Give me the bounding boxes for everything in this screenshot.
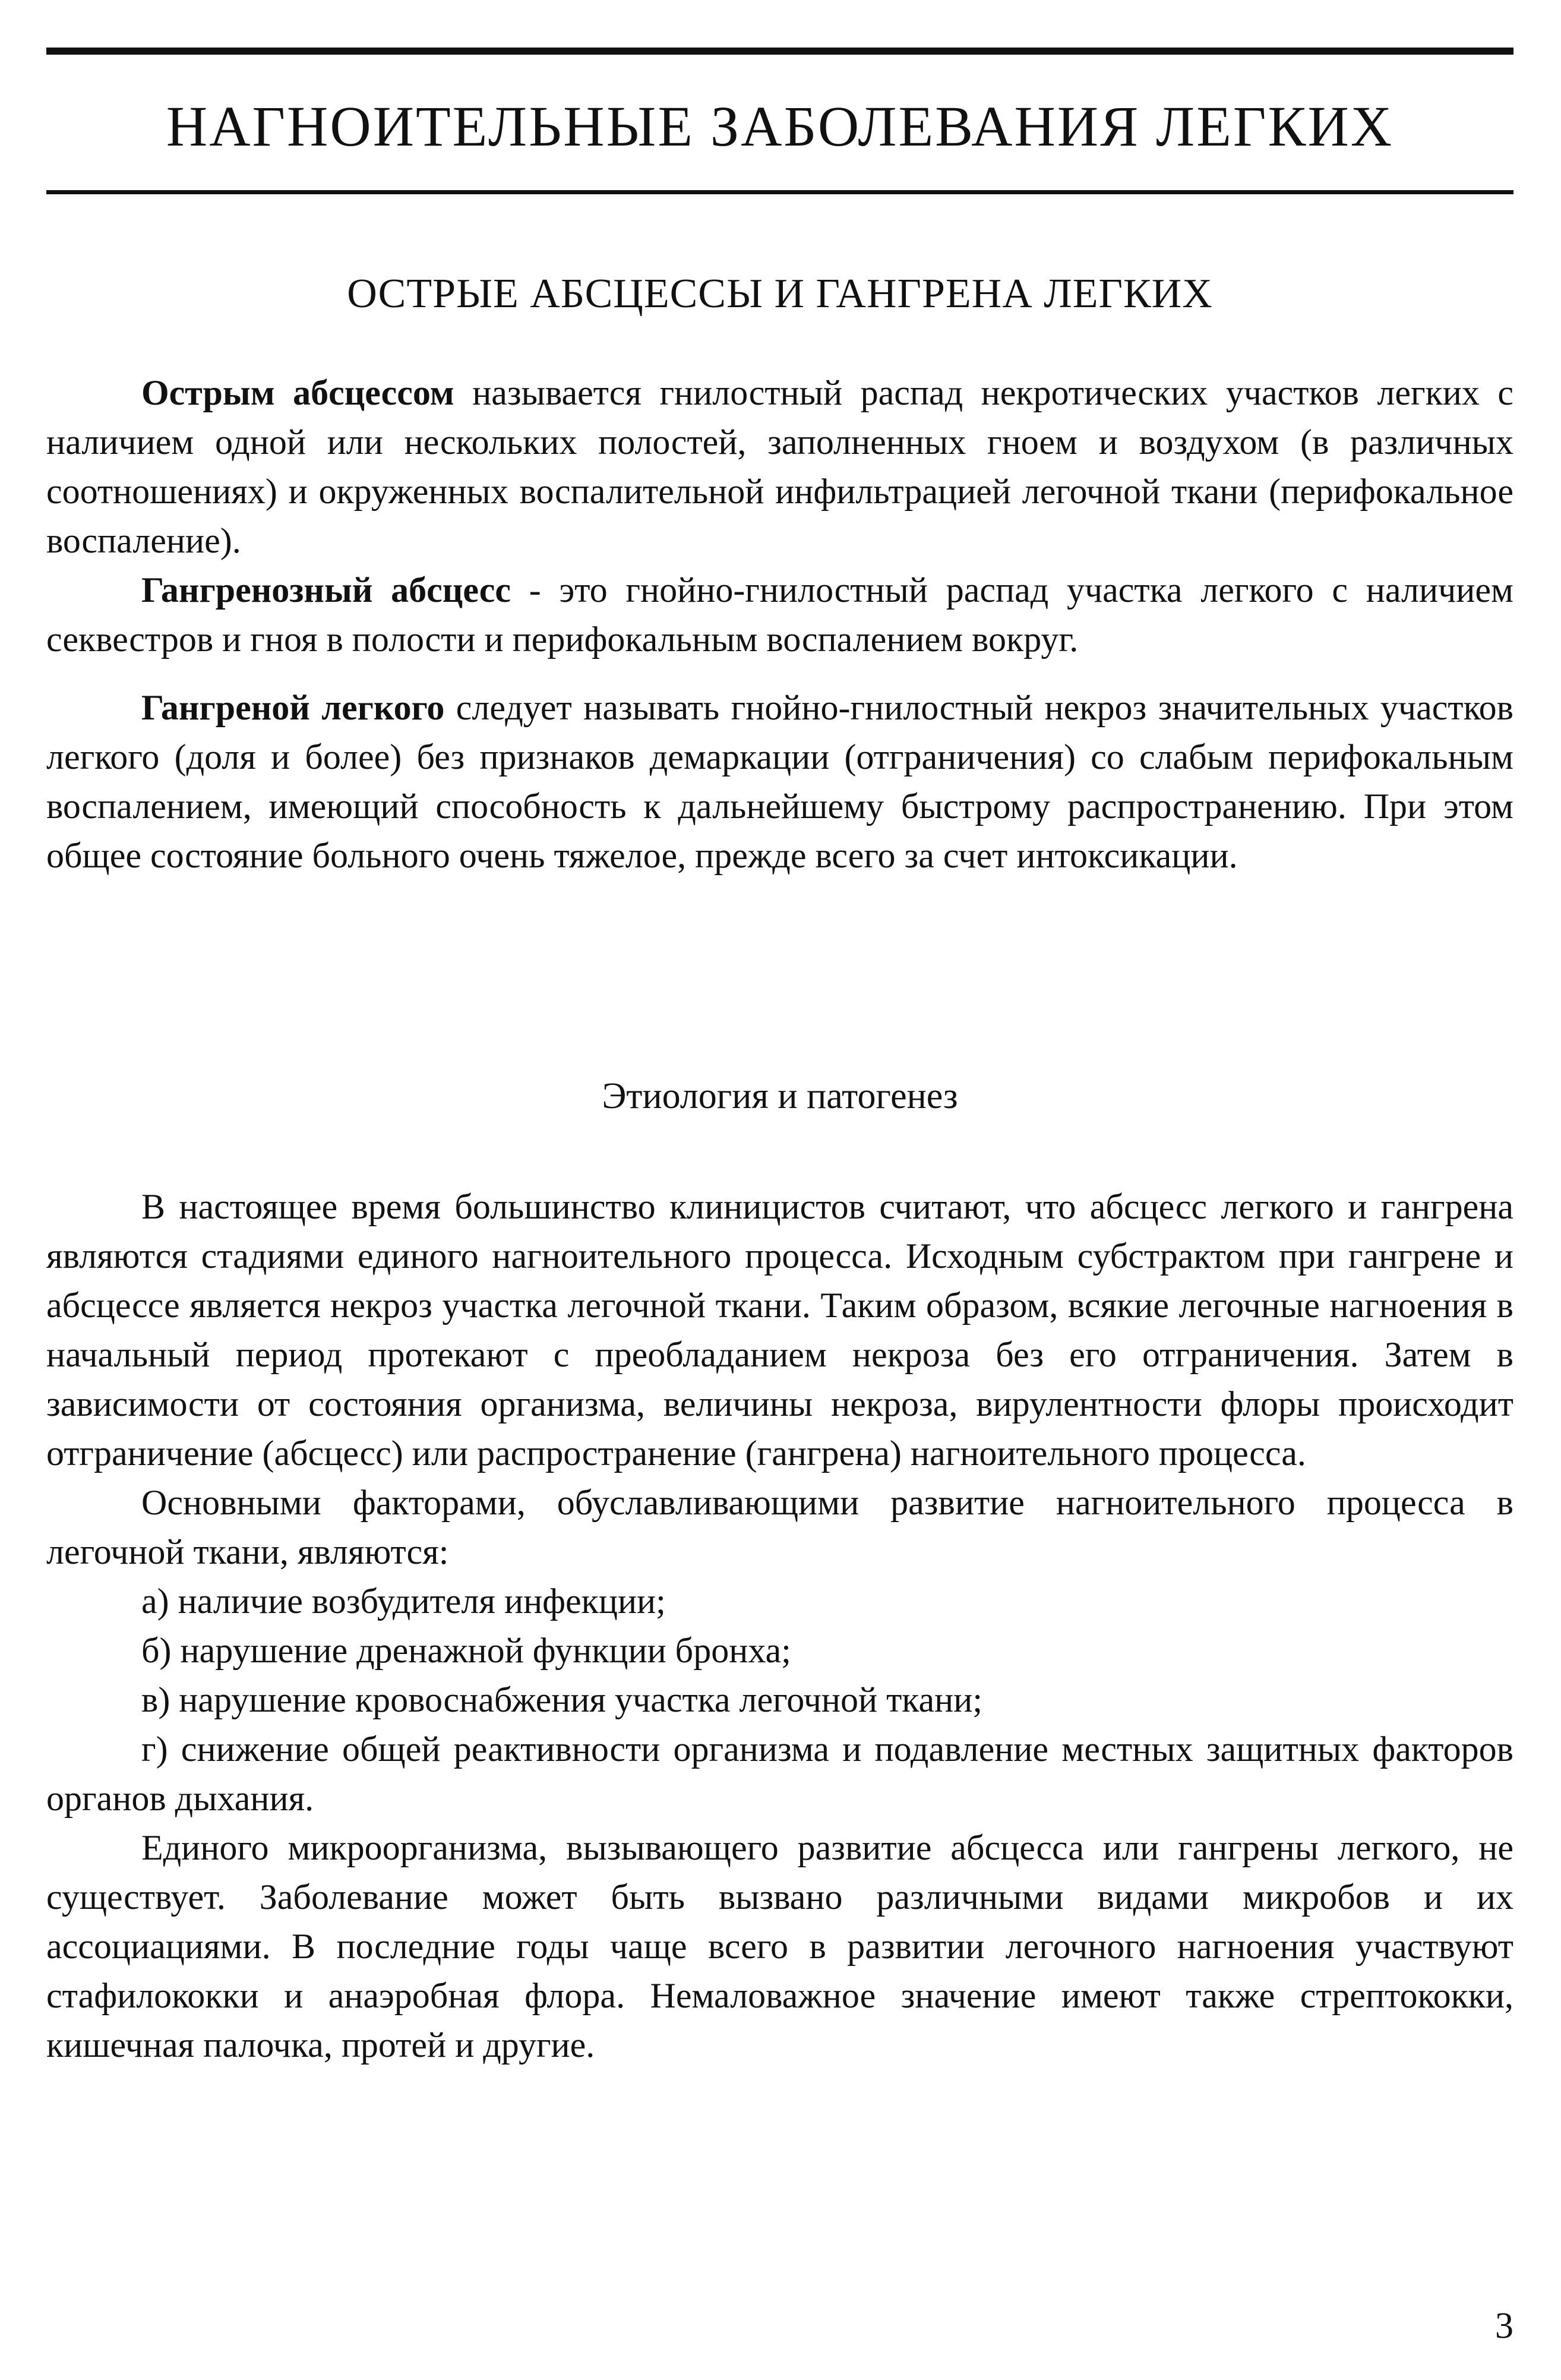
factor-item: б) нарушение дренажной функции бронха; xyxy=(141,1631,791,1670)
subsection-title: Этиология и патогенез xyxy=(602,1076,958,1116)
definition-term: Гангренозный абсцесс xyxy=(141,570,511,610)
factor-item: в) нарушение кровоснабжения участка легочной ткани; xyxy=(141,1680,983,1719)
microbes-paragraph: Единого микроорганизма, вызывающего развитие абсцесса или гангрены легкого, не существует. Заболевание может быть вызвано различными видами микробов и их ассоциациями. В последние годы чаще всего в развитии легочного нагноения участвуют стафилококки и анаэробная флора. Немаловажное значение имеют также стрептококки, кишечная палочка, протей и другие. xyxy=(46,1828,1513,2065)
etiology-paragraph: В настоящее время большинство клиницистов считают, что абсцесс легкого и гангрена являются стадиями единого нагноительного процесса. Исходным субстрактом при гангрене и абсцессе является некроз участка легочной ткани. Таким образом, всякие легочные нагноения в начальный период протекают с преобладанием некроза без его отграничения. Затем в зависимости от состояния организма, величины некроза, вирулентности флоры происходит отграничение (абсцесс) или распространение (гангрена) нагноительного процесса. xyxy=(46,1187,1513,1473)
definition-paragraph xyxy=(46,368,1513,566)
chapter-underline xyxy=(46,190,1513,194)
definition-text: - это гнойно-гнилостный распад участка легкого с наличием секвестров и гноя в полости и перифокальным воспалением вокруг. xyxy=(46,570,1513,659)
page-number: 3 xyxy=(1495,2306,1513,2346)
definition-paragraph xyxy=(46,683,1513,880)
definition-paragraph xyxy=(46,566,1513,664)
definition-text: называется гнилостный распад некротических участков легких с наличием одной или нескольких полостей, заполненных гноем и воздухом (в различных соотношениях) и окруженных воспалительной инфильтрацией легочной ткани (перифокальное воспаление). xyxy=(46,373,1513,560)
top-rule xyxy=(46,48,1513,55)
definitions-block xyxy=(46,368,1513,880)
section-title: ОСТРЫЕ АБСЦЕССЫ И ГАНГРЕНА ЛЕГКИХ xyxy=(347,271,1213,317)
definition-term: Гангреной легкого xyxy=(141,688,445,727)
definition-term: Острым абсцессом xyxy=(141,373,454,412)
chapter-title: НАГНОИТЕЛЬНЫЕ ЗАБОЛЕВАНИЯ ЛЕГКИХ xyxy=(166,94,1394,158)
etiology-block xyxy=(46,1182,1513,2070)
factors-intro: Основными факторами, обуславливающими развитие нагноительного процесса в легочной ткани, являются: xyxy=(46,1483,1513,1571)
definition-text: следует называть гнойно-гнилостный некроз значительных участков легкого (доля и более) без признаков демаркации (отграничения) со слабым перифокальным воспалением, имеющий способность к дальнейшему быстрому распространению. При этом общее состояние больного очень тяжелое, прежде всего за счет интоксикации. xyxy=(46,688,1513,875)
factor-item: а) наличие возбудителя инфекции; xyxy=(141,1582,666,1621)
factor-item: г) снижение общей реактивности организма и подавление местных защитных факторов органов дыхания. xyxy=(46,1729,1513,1818)
